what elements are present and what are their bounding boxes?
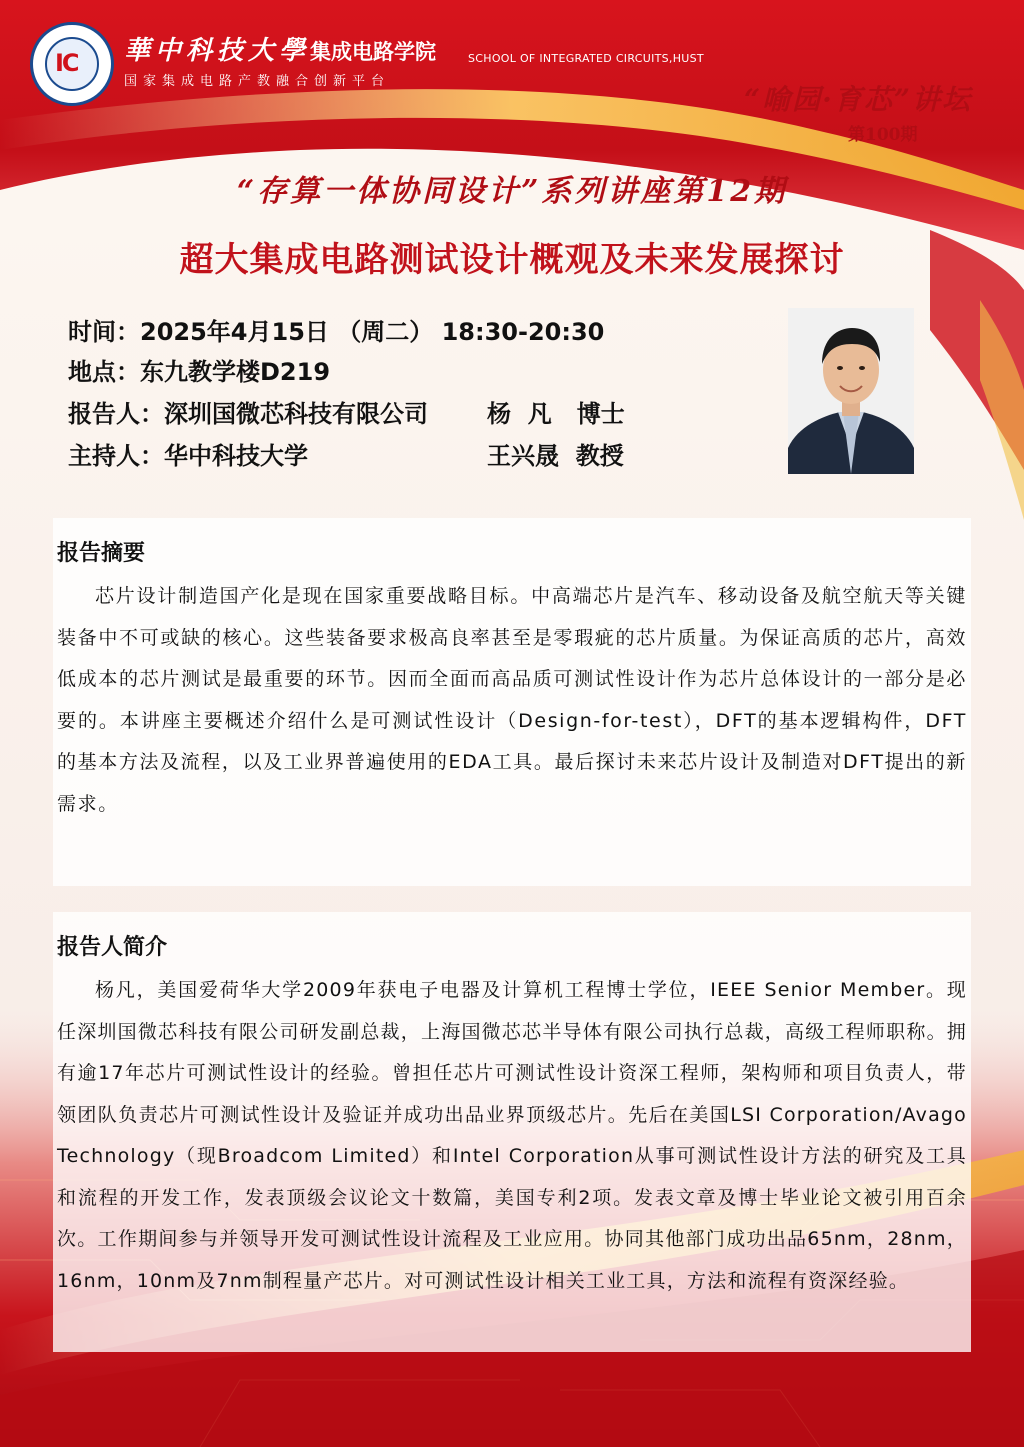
speaker-org: 报告人：深圳国微芯科技有限公司 [68,400,428,428]
host-org: 主持人：华中科技大学 [68,442,308,470]
host-name: 王兴晟 教授 [487,442,624,470]
abstract-body: 芯片设计制造国产化是现在国家重要战略目标。中高端芯片是汽车、移动设备及航空航天等关键装备中不可或缺的核心。这些装备要求极高良率甚至是零瑕疵的芯片质量。为保证高质的芯片，高效低成本的芯片测试是最重要的环节。因而全面而高品质可测试性设计作为芯片总体设计的一部分是必要的。本讲座主要概述介绍什么是可测试性设计（Design-for-test），DFT的基本逻辑构件，DFT的基本方法及流程，以及工业界普遍使用的EDA工具。最后探讨未来芯片设计及制造对DFT提出的新需求。 [57,585,967,815]
series-title: “存算一体协同设计”系列讲座第12期 [236,174,788,209]
abstract-section [53,518,971,886]
school-name: 集成电路学院 [310,40,436,64]
forum-title: “喻园·育芯”讲坛 [744,83,972,116]
speaker-name: 杨 凡 博士 [487,400,625,428]
logo-mark: IC [55,49,78,77]
speaker-portrait [788,308,914,474]
bio-title: 报告人简介 [57,935,168,960]
university-name: 華中科技大學 [124,36,311,66]
lecture-title: 超大集成电路测试设计概观及未来发展探讨 [179,240,845,280]
school-subtitle: 国家集成电路产教融合创新平台 [124,74,391,89]
forum-issue: 第100期 [848,125,918,145]
time-info: 时间：2025年4月15日 （周二） 18:30-20:30 [68,318,605,346]
abstract-title: 报告摘要 [57,541,146,566]
university-logo [30,22,114,106]
speaker-photo [788,308,914,474]
bio-body: 杨凡，美国爱荷华大学2009年获电子电器及计算机工程博士学位，IEEE Senior Member。现任深圳国微芯科技有限公司研发副总裁，上海国微芯芯半导体有限公司执行总裁，高级工程师职称。拥有逾17年芯片可测试性设计的经验。曾担任芯片可测试性设计资深工程师，架构师和项目负责人，带领团队负责芯片可测试性设计及验证并成功出品业界顶级芯片。先后在美国LSI Corporation/Avago Technology（现Broadcom Limited）和Intel Corporation从事可测试性设计方法的研究及工具和流程的开发工作，发表顶级会议论文十数篇，美国专利2项。发表文章及博士毕业论文被引用百余次。工作期间参与并领导开发可测试性设计流程及工业应用。协同其他部门成功出品65nm，28nm，16nm，10nm及7nm制程量产芯片。对可测试性设计相关工业工具，方法和流程有资深经验。 [57,979,967,1292]
school-english-name: SCHOOL OF INTEGRATED CIRCUITS,HUST [468,52,704,65]
location-info: 地点：东九教学楼D219 [68,358,331,386]
logo-emblem [45,37,99,91]
bio-section [53,912,971,1352]
